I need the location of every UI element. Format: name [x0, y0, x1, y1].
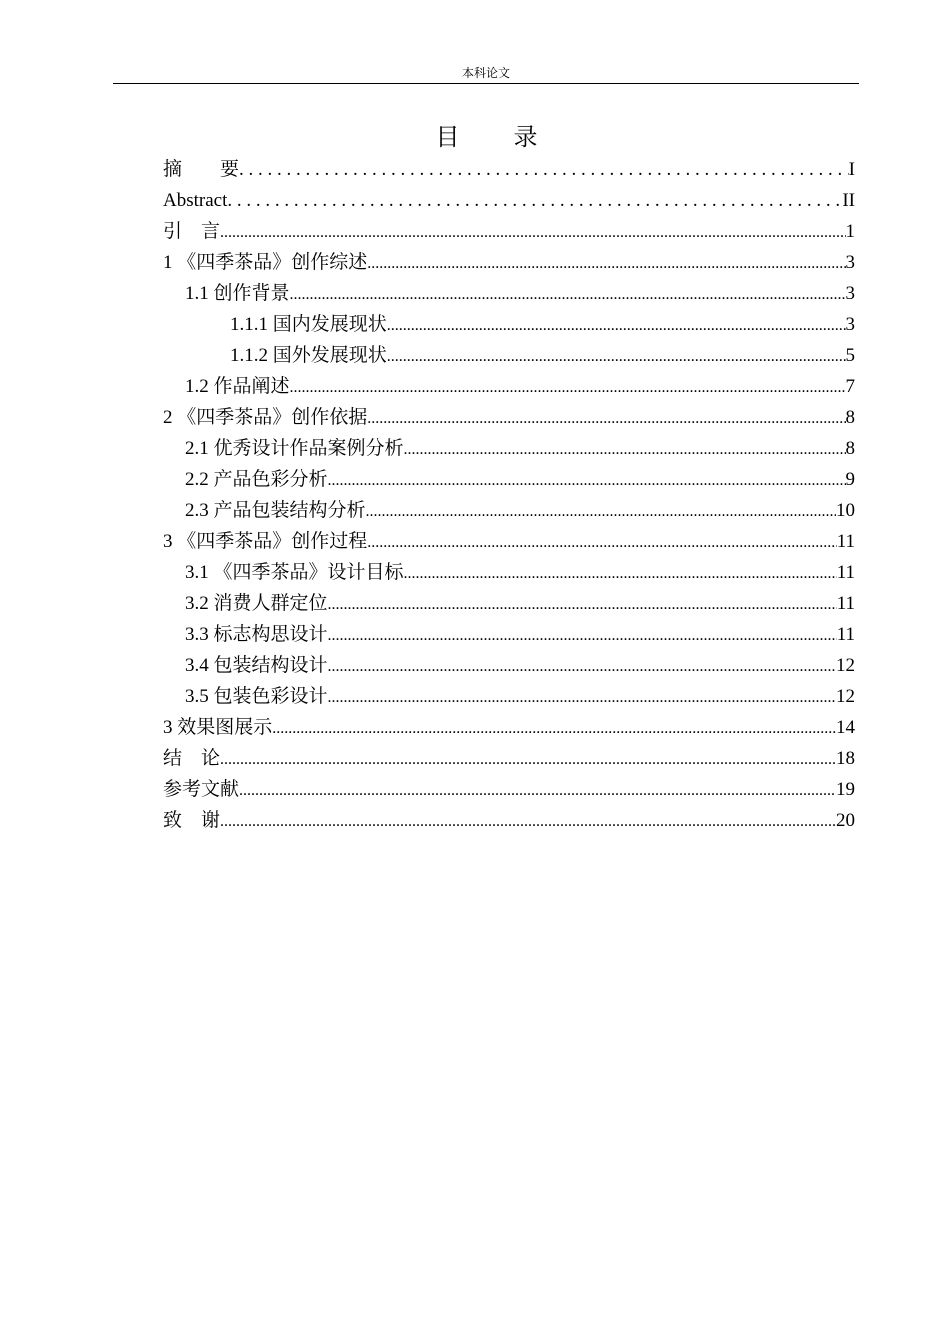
toc-entry-page: 19 [836, 779, 855, 800]
toc-entry-page: 20 [836, 810, 855, 831]
toc-entry[interactable] [163, 464, 855, 495]
toc-entry-page: 11 [836, 531, 855, 552]
running-header: 本科论文 [461, 66, 510, 80]
toc-entry[interactable] [163, 495, 855, 526]
toc-entry-label: 1.1 创作背景 [185, 283, 290, 304]
toc-entry-page: 9 [845, 469, 855, 490]
toc-entry-page: 3 [845, 314, 855, 335]
toc-entry[interactable] [163, 185, 855, 216]
toc-leader-dots [272, 713, 836, 744]
toc-leader-dots [328, 682, 836, 713]
toc-entry[interactable] [163, 743, 855, 774]
toc-leader-dots [387, 310, 846, 341]
toc-leader-dots [404, 558, 837, 589]
toc-entry-label: 致 谢 [163, 810, 221, 831]
toc-leader-dots [328, 620, 837, 651]
toc-entry[interactable] [163, 371, 855, 402]
toc-entry-page: I [848, 159, 855, 180]
toc-entry-label: 1.1.1 国内发展现状 [230, 314, 387, 335]
toc-entry-page: 8 [845, 407, 855, 428]
toc-entry-page: 3 [845, 283, 855, 304]
toc-entry-label: 参考文献 [163, 779, 240, 800]
toc-entry-label: 2 《四季茶品》创作依据 [163, 407, 368, 428]
toc-entry-label: 引 言 [163, 221, 221, 242]
toc-entry-label: 2.1 优秀设计作品案例分析 [185, 438, 404, 459]
toc-title: 目 录 [435, 123, 540, 151]
toc-entry-label: 1.2 作品阐述 [185, 376, 290, 397]
toc-leader-dots [366, 496, 836, 527]
toc-entry[interactable] [163, 402, 855, 433]
toc-leader-dots [220, 217, 845, 248]
toc-entry-label: 3.5 包装色彩设计 [185, 686, 328, 707]
toc-entry-page: 10 [836, 500, 855, 521]
toc-entry-page: 12 [836, 686, 855, 707]
toc-entry[interactable] [163, 309, 855, 340]
toc-entry[interactable] [163, 247, 855, 278]
toc-leader-dots [367, 248, 845, 279]
toc-entry-label: 3.3 标志构思设计 [185, 624, 328, 645]
toc-leader-dots [328, 651, 836, 682]
toc-leader-dots [220, 744, 836, 775]
toc-entry[interactable] [163, 433, 855, 464]
toc-entry-label: 3.2 消费人群定位 [185, 593, 328, 614]
toc-entry[interactable] [163, 712, 855, 743]
toc-entry-page: 11 [836, 562, 855, 583]
toc-entry[interactable] [163, 557, 855, 588]
toc-leader-dots [290, 372, 846, 403]
toc-leader-dots [328, 465, 846, 496]
toc-entry-label: 3 效果图展示 [163, 717, 273, 738]
toc-entry-label: 2.2 产品色彩分析 [185, 469, 328, 490]
toc-entry[interactable] [163, 774, 855, 805]
toc-entry-label: 结 论 [163, 748, 221, 769]
toc-leader-dots [367, 403, 845, 434]
toc-leader-dots [220, 806, 836, 837]
toc-entry-page: 12 [836, 655, 855, 676]
toc-entry-page: 11 [836, 624, 855, 645]
toc-entry-page: 8 [845, 438, 855, 459]
toc-entry-page: 18 [836, 748, 855, 769]
toc-leader-dots [290, 279, 846, 310]
toc-entry[interactable] [163, 278, 855, 309]
toc-entry-label: 3.1 《四季茶品》设计目标 [185, 562, 404, 583]
toc-entry[interactable] [163, 526, 855, 557]
toc-entry-label: 1 《四季茶品》创作综述 [163, 252, 368, 273]
header-rule [113, 83, 859, 84]
toc-entry-label: Abstract [163, 190, 228, 211]
toc-leader-dots [227, 185, 842, 217]
toc-leader-dots [404, 434, 846, 465]
toc-leader-dots [328, 589, 837, 620]
toc-entry[interactable] [163, 805, 855, 836]
toc-entry[interactable] [163, 154, 855, 185]
toc-entry[interactable] [163, 216, 855, 247]
toc-entry-page: 14 [836, 717, 855, 738]
toc-list [163, 154, 855, 836]
toc-entry-label: 2.3 产品包装结构分析 [185, 500, 366, 521]
toc-entry[interactable] [163, 619, 855, 650]
toc-entry[interactable] [163, 681, 855, 712]
toc-leader-dots [239, 154, 849, 186]
toc-entry-page: 1 [845, 221, 855, 242]
toc-entry-page: 3 [845, 252, 855, 273]
toc-entry-page: II [842, 190, 855, 211]
toc-leader-dots [367, 527, 836, 558]
toc-entry-label: 摘 要 [163, 159, 240, 180]
toc-entry-label: 3 《四季茶品》创作过程 [163, 531, 368, 552]
toc-entry[interactable] [163, 650, 855, 681]
toc-entry-page: 11 [836, 593, 855, 614]
toc-entry-page: 7 [845, 376, 855, 397]
toc-entry-label: 3.4 包装结构设计 [185, 655, 328, 676]
toc-entry[interactable] [163, 340, 855, 371]
toc-entry[interactable] [163, 588, 855, 619]
toc-leader-dots [239, 775, 836, 806]
toc-entry-page: 5 [845, 345, 855, 366]
toc-leader-dots [387, 341, 846, 372]
toc-entry-label: 1.1.2 国外发展现状 [230, 345, 387, 366]
